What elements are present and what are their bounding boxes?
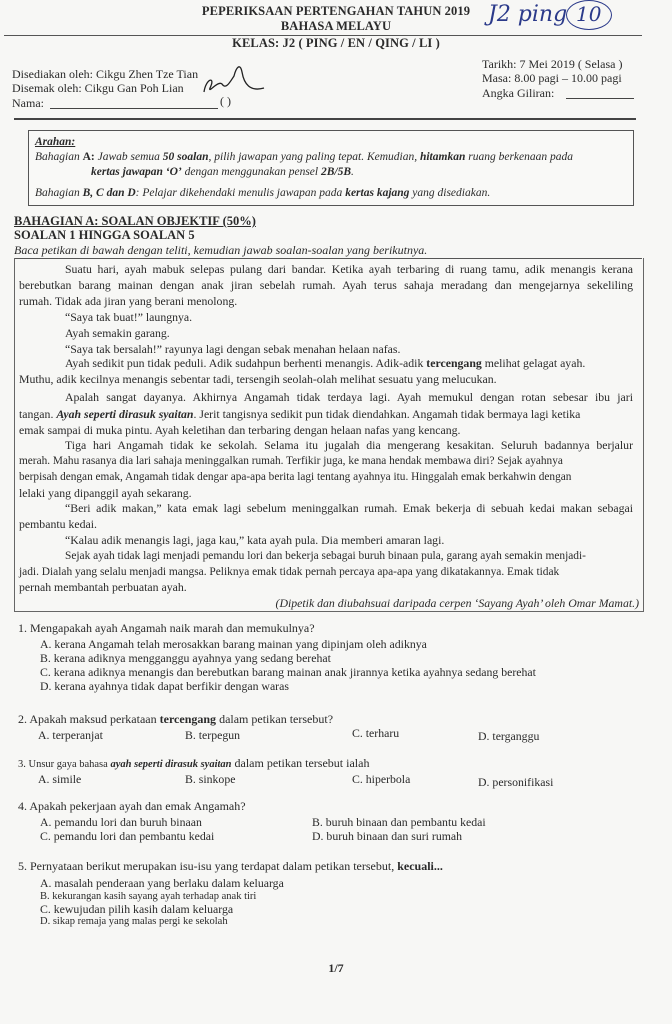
section-instruction: Baca petikan di bawah dengan teliti, kemudian jawab soalan-soalan yang berikutnya. [14, 243, 428, 257]
passage-line: Apalah sangat dayanya. Akhirnya Angamah tidak terdaya lagi. Ayah memukul dengan rotan sebesar ibu jari [65, 390, 633, 404]
passage-line: pernah membantah perbuatan ayah. [19, 580, 187, 594]
date: Tarikh: 7 Mei 2019 ( Selasa ) [482, 57, 623, 71]
instructions-box [28, 130, 634, 206]
question-4-option-b[interactable]: B. buruh binaan dan pembantu kedai [312, 815, 486, 829]
handwritten-number: 10 [576, 2, 602, 26]
name-paren: ( ) [220, 94, 231, 108]
question-5-option-a[interactable]: A. masalah penderaan yang berlaku dalam keluarga [40, 876, 284, 890]
passage-line: tangan. Ayah seperti dirasuk syaitan. Jerit tangisnya sedikit pun tidak diendahkan. Angamah tidak bermaya lagi ketika [19, 407, 581, 421]
question-3-option-b[interactable]: B. sinkope [185, 772, 236, 786]
section-title: BAHAGIAN A: SOALAN OBJEKTIF (50%) [14, 214, 256, 228]
name-field[interactable] [50, 108, 218, 109]
question-5-option-d[interactable]: D. sikap remaja yang malas pergi ke sekolah [40, 916, 228, 927]
question-2-stem: 2. Apakah maksud perkataan tercengang dalam petikan tersebut? [18, 712, 334, 726]
passage-line: Muthu, adik kecilnya menangis sebentar tadi, tersengih seolah-olah melihat sesuatu yang melucukan. [19, 372, 497, 386]
question-1-option-a[interactable]: A. kerana Angamah telah merosakkan barang mainan yang dipinjam oleh adiknya [40, 637, 427, 651]
keyword-phrase: Ayah seperti dirasuk syaitan [56, 407, 194, 421]
question-2-option-c[interactable]: C. terharu [352, 726, 400, 740]
passage-line: merah. Mahu rasanya dia lari sahaja meninggalkan rumah. Terfikir juga, ke mana hendak membawa diri? Sejak ayahnya [19, 455, 563, 467]
passage-line: Ayah semakin garang. [65, 326, 170, 340]
question-4-option-d[interactable]: D. buruh binaan dan suri rumah [312, 829, 463, 843]
time: Masa: 8.00 pagi – 10.00 pagi [482, 71, 622, 85]
passage-line: Suatu hari, ayah mabuk selepas pulang dari bandar. Ketika ayah terbaring di ruang tamu, adik menangis kerana [65, 262, 633, 276]
class-label: KELAS: J2 ( PING / EN / QING / LI ) [232, 36, 440, 50]
subject-title: BAHASA MELAYU [280, 19, 392, 33]
name-label: Nama: [12, 96, 44, 110]
passage-line: Tiga hari Angamah tidak ke sekolah. Selama itu jugalah dia mengerang kesakitan. Seluruh badannya berjalur [65, 438, 633, 452]
question-2-option-a[interactable]: A. terperanjat [38, 728, 103, 742]
passage-source: (Dipetik dan diubahsuai daripada cerpen ‘Sayang Ayah’ oleh Omar Mamat.) [275, 596, 639, 610]
checked-by: Disemak oleh: Cikgu Gan Poh Lian [12, 81, 184, 95]
question-5-option-b[interactable]: B. kekurangan kasih sayang ayah terhadap anak tiri [40, 891, 257, 902]
passage-line: “Kalau adik menangis lagi, jaga kau,” kata ayah pula. Dia memberi amaran lagi. [65, 533, 445, 547]
question-4-stem: 4. Apakah pekerjaan ayah dan emak Angamah? [18, 799, 246, 813]
question-1-option-b[interactable]: B. kerana adiknya mengganggu ayahnya yang sedang berehat [40, 651, 331, 665]
passage-line: emak sampai di muka pintu. Ayah keletihan dan terbaring dengan helaan nafas yang kencang. [19, 423, 461, 437]
index-field[interactable] [566, 98, 634, 99]
prepared-by: Disediakan oleh: Cikgu Zhen Tze Tian [12, 67, 199, 81]
exam-title: PEPERIKSAAN PERTENGAHAN TAHUN 2019 [201, 4, 471, 18]
question-5-option-c[interactable]: C. kewujudan pilih kasih dalam keluarga [40, 902, 234, 916]
instructions-part-a: Bahagian A: Jawab semua 50 soalan, pilih jawapan yang paling tepat. Kemudian, hitamkan ruang berkenaan pada [35, 151, 573, 163]
passage-line: pembantu kedai. [19, 517, 97, 531]
question-2-option-b[interactable]: B. terpegun [185, 728, 241, 742]
header-bottom-rule [14, 118, 636, 120]
question-1-option-d[interactable]: D. kerana ayahnya tidak dapat berfikir dengan waras [40, 679, 289, 693]
passage-line: berebutkan barang mainan dengan anak jiran sebelah rumah. Ayah terus sahaja meradang dan mengejarnya sekeliling [19, 278, 633, 292]
passage-line: lelaki yang dipanggil ayah sekarang. [19, 486, 192, 500]
instructions-heading: Arahan: [35, 136, 76, 148]
handwritten-class: J2 ping [488, 2, 568, 27]
index-label: Angka Giliran: [482, 86, 555, 100]
passage-box [14, 258, 644, 612]
passage-line: “Saya tak bersalah!” rayunya lagi dengan sebak menahan helaan nafas. [65, 342, 401, 356]
question-3-stem: 3. Unsur gaya bahasa ayah seperti dirasuk syaitan dalam petikan tersebut ialah [18, 756, 370, 770]
section-subtitle: SOALAN 1 HINGGA SOALAN 5 [14, 228, 195, 242]
question-3-option-d[interactable]: D. personifikasi [478, 775, 554, 789]
passage-line: “Beri adik makan,” kata emak lagi sebelum meninggalkan rumah. Emak bekerja di sebuah kedai makan sebagai [65, 501, 633, 515]
signature [200, 58, 270, 100]
question-3-option-c[interactable]: C. hiperbola [352, 772, 411, 786]
question-2-option-d[interactable]: D. terganggu [478, 729, 540, 743]
question-4-option-c[interactable]: C. pemandu lori dan pembantu kedai [40, 829, 215, 843]
instructions-part-a-cont: kertas jawapan ‘O’ dengan menggunakan pensel 2B/5B. [91, 166, 354, 178]
page-number: 1/7 [328, 961, 344, 975]
question-4-option-a[interactable]: A. pemandu lori dan buruh binaan [40, 815, 202, 829]
passage-line: berpisah dengan emak, Angamah tidak dengar apa-apa berita lagi tentang ayahnya itu. Hinggalah emak berkahwin dengan [19, 471, 572, 483]
question-1-option-c[interactable]: C. kerana adiknya menangis dan berebutkan barang mainan anak jirannya ketika ayahnya sedang berehat [40, 665, 536, 679]
question-1-stem: 1. Mengapakah ayah Angamah naik marah dan memukulnya? [18, 621, 315, 635]
question-3-option-a[interactable]: A. simile [38, 772, 82, 786]
instructions-part-bcd: Bahagian B, C dan D: Pelajar dikehendaki menulis jawapan pada kertas kajang yang disediakan. [35, 187, 491, 199]
passage-line: Sejak ayah tidak lagi menjadi pemandu lori dan bekerja sebagai buruh binaan pula, garang ayah semakin menjadi- [65, 550, 586, 562]
passage-line: jadi. Dialah yang selalu menjadi mangsa. Peliknya emak tidak pernah percaya apa-apa yang dikatakannya. Emak tidak [19, 566, 560, 578]
passage-line: “Saya tak buat!” laungnya. [65, 310, 193, 324]
question-5-stem: 5. Pernyataan berikut merupakan isu-isu yang terdapat dalam petikan tersebut, kecuali... [18, 859, 443, 873]
passage-line: Ayah sedikit pun tidak peduli. Adik sudahpun berhenti menangis. Adik-adik tercengang melihat gelagat ayah. [65, 356, 586, 370]
passage-line: rumah. Tidak ada jiran yang berani menolong. [19, 294, 238, 308]
keyword-tercengang: tercengang [426, 356, 482, 370]
